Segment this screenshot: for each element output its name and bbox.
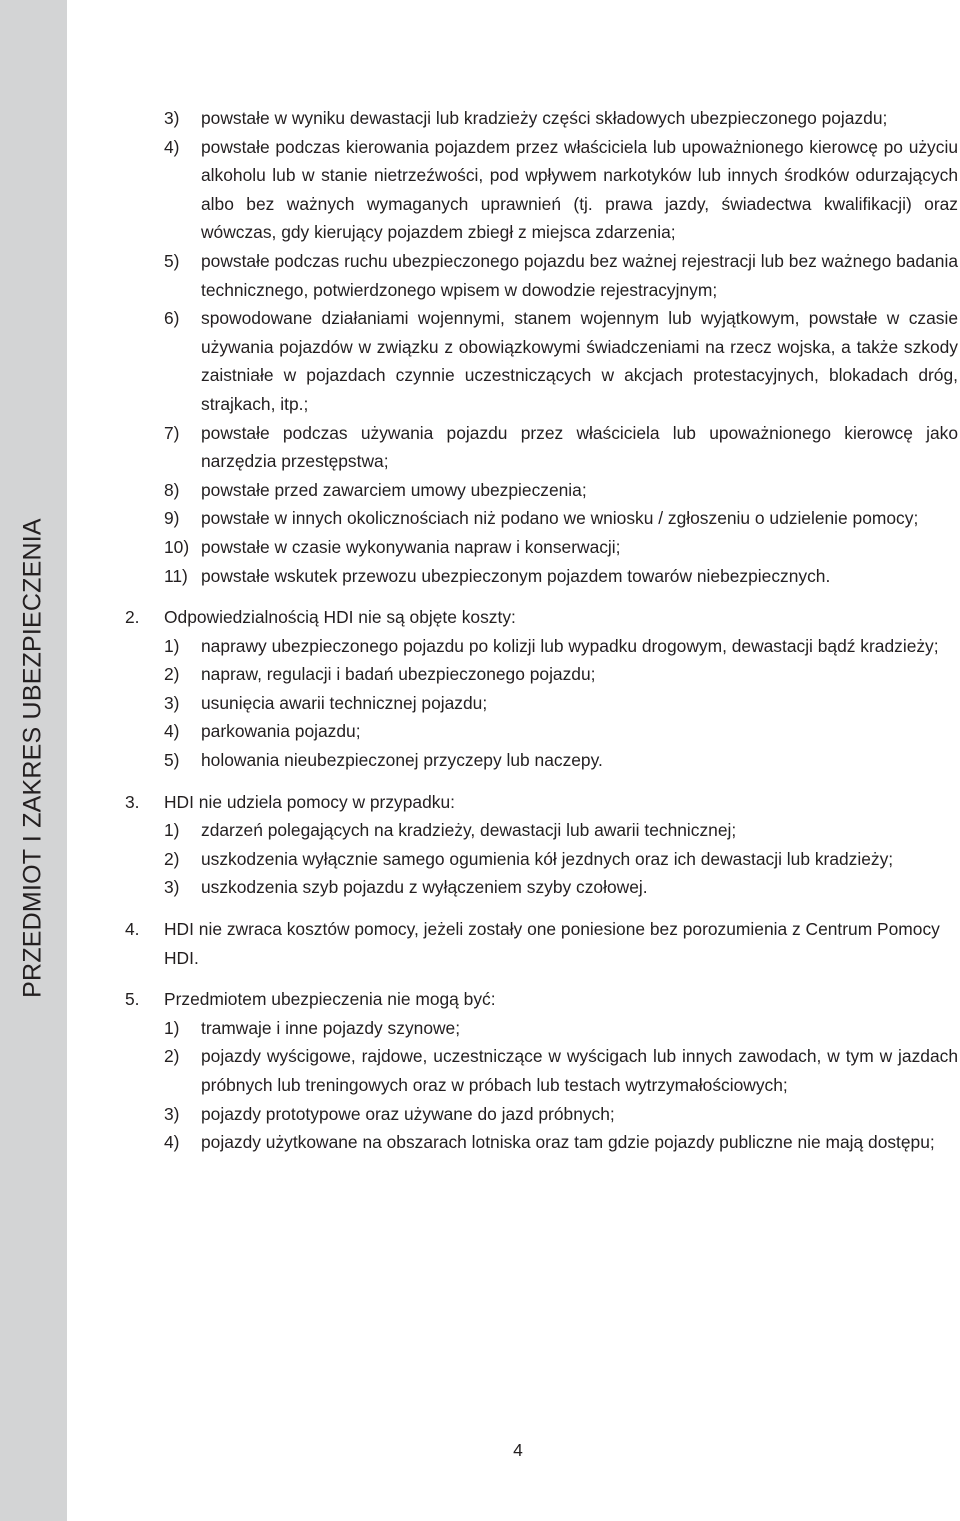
sidebar-band xyxy=(0,0,67,1521)
list-item xyxy=(164,717,958,746)
section-number: 4. xyxy=(125,919,140,940)
list-item-number: 2) xyxy=(164,664,180,685)
list-item-text: parkowania pojazdu; xyxy=(201,721,361,742)
list-item xyxy=(164,304,958,418)
list-item-text: uszkodzenia wyłącznie samego ogumienia kół jezdnych oraz ich dewastacji lub kradzieży; xyxy=(201,848,894,869)
section xyxy=(125,915,958,972)
section-number: 2. xyxy=(125,607,140,628)
list-item-text: powstałe przed zawarciem umowy ubezpieczenia; xyxy=(201,479,587,500)
item-list xyxy=(164,1014,958,1157)
section xyxy=(125,985,958,1157)
list-item-text: pojazdy prototypowe oraz używane do jazd próbnych; xyxy=(201,1103,615,1124)
list-item-number: 2) xyxy=(164,848,180,869)
list-item-number: 1) xyxy=(164,635,180,656)
list-item-text: tramwaje i inne pojazdy szynowe; xyxy=(201,1017,461,1038)
section-title: Odpowiedzialnością HDI nie są objęte koszty: xyxy=(164,607,516,628)
list-item xyxy=(164,247,958,304)
list-item-text: usunięcia awarii technicznej pojazdu; xyxy=(201,692,488,713)
list-item-text: napraw, regulacji i badań ubezpieczonego pojazdu; xyxy=(201,664,596,685)
list-item-text: powstałe w innych okolicznościach niż podano we wniosku / zgłoszeniu o udzielenie pomocy; xyxy=(201,508,919,529)
list-item xyxy=(164,1042,958,1099)
list-item-text: spowodowane działaniami wojennymi, stanem wojennym lub wyjątkowym, powstałe w czasie używania pojazdów w związku z obowiązkowymi świadczeniami na rzecz wojska, a także szkody zaistniałe w pojazdach czynnie uczestniczących w akcjach protestacyjnych, blokadach dróg, strajkach, itp.; xyxy=(201,308,958,414)
list-item-number: 11) xyxy=(164,565,188,586)
list-item xyxy=(164,845,958,874)
list-item-text: holowania nieubezpieczonej przyczepy lub naczepy. xyxy=(201,750,603,771)
list-item xyxy=(164,476,958,505)
list-item-number: 3) xyxy=(164,1103,180,1124)
list-item xyxy=(164,533,958,562)
list-item-text: naprawy ubezpieczonego pojazdu po kolizji lub wypadku drogowym, dewastacji bądź kradzieży; xyxy=(201,635,939,656)
list-item xyxy=(164,746,958,775)
list-item xyxy=(164,504,958,533)
list-item-text: powstałe podczas ruchu ubezpieczonego pojazdu bez ważnej rejestracji lub bez ważnego badania technicznego, potwierdzonego wpisem w dowodzie rejestracyjnym; xyxy=(201,250,958,300)
list-item-text: pojazdy użytkowane na obszarach lotniska oraz tam gdzie pojazdy publiczne nie mają dostępu; xyxy=(201,1132,935,1153)
list-item-number: 1) xyxy=(164,820,180,841)
section-title: HDI nie udziela pomocy w przypadku: xyxy=(164,791,455,812)
list-item-text: powstałe wskutek przewozu ubezpieczonym pojazdem towarów niebezpiecznych. xyxy=(201,565,831,586)
list-item-number: 6) xyxy=(164,308,180,329)
section-number: 3. xyxy=(125,791,140,812)
list-item-number: 10) xyxy=(164,536,190,557)
section xyxy=(125,603,958,775)
list-item-number: 2) xyxy=(164,1046,180,1067)
list-item xyxy=(164,133,958,247)
section xyxy=(125,788,958,902)
list-item-number: 5) xyxy=(164,250,180,271)
list-item xyxy=(164,562,958,591)
list-item-number: 5) xyxy=(164,750,180,771)
list-item-number: 4) xyxy=(164,136,180,157)
list-item xyxy=(164,689,958,718)
list-item-text: powstałe podczas używania pojazdu przez właściciela lub upoważnionego kierowcę jako narzędzia przestępstwa; xyxy=(201,422,958,472)
list-item-number: 4) xyxy=(164,721,180,742)
list-item-text: zdarzeń polegających na kradzieży, dewastacji lub awarii technicznej; xyxy=(201,820,737,841)
section-number: 5. xyxy=(125,989,140,1010)
page-number: 4 xyxy=(513,1440,523,1460)
list-item xyxy=(164,104,958,133)
list-item-number: 4) xyxy=(164,1132,180,1153)
list-item xyxy=(164,419,958,476)
list-item-number: 1) xyxy=(164,1017,180,1038)
list-item xyxy=(164,816,958,845)
sidebar-title: PRZEDMIOT I ZAKRES UBEZPIECZENIA xyxy=(18,518,47,998)
section-heading xyxy=(125,985,958,1014)
list-item xyxy=(164,660,958,689)
list-item-number: 3) xyxy=(164,108,180,128)
section-heading xyxy=(125,603,958,632)
list-item-text: powstałe podczas kierowania pojazdem przez właściciela lub upoważnionego kierowcę po użyciu alkoholu lub w stanie nietrzeźwości, pod wpływem narkotyków lub innych środków odurzających albo bez ważnych wymaganych uprawnień (tj. prawa jazdy, świadectwa kwalifikacji) oraz wówczas, gdy kierujący pojazdem zbiegł z miejsca zdarzenia; xyxy=(201,136,958,243)
section-title: Przedmiotem ubezpieczenia nie mogą być: xyxy=(164,989,496,1010)
section xyxy=(125,104,958,590)
section-heading xyxy=(125,915,958,972)
list-item-text: pojazdy wyścigowe, rajdowe, uczestniczące w wyścigach lub innych zawodach, w tym w jazdach próbnych lub treningowych oraz w próbach lub testach wytrzymałościowych; xyxy=(201,1046,958,1095)
item-list xyxy=(164,632,958,775)
list-item-number: 7) xyxy=(164,422,180,443)
list-item xyxy=(164,632,958,661)
item-list xyxy=(164,816,958,902)
list-item xyxy=(164,873,958,902)
section-title: HDI nie zwraca kosztów pomocy, jeżeli zostały one poniesione bez porozumienia z Centrum Pomocy HDI. xyxy=(164,919,940,968)
list-item-text: powstałe w czasie wykonywania napraw i konserwacji; xyxy=(201,536,621,557)
item-list xyxy=(164,104,958,590)
list-item-text: powstałe w wyniku dewastacji lub kradzieży części składowych ubezpieczonego pojazdu; xyxy=(201,108,888,128)
list-item-number: 3) xyxy=(164,692,180,713)
list-item-number: 3) xyxy=(164,877,180,898)
list-item xyxy=(164,1100,958,1129)
section-heading xyxy=(125,788,958,817)
list-item xyxy=(164,1128,958,1157)
document-body xyxy=(125,104,958,1170)
list-item xyxy=(164,1014,958,1043)
list-item-number: 9) xyxy=(164,508,180,529)
list-item-number: 8) xyxy=(164,479,180,500)
list-item-text: uszkodzenia szyb pojazdu z wyłączeniem szyby czołowej. xyxy=(201,877,648,898)
